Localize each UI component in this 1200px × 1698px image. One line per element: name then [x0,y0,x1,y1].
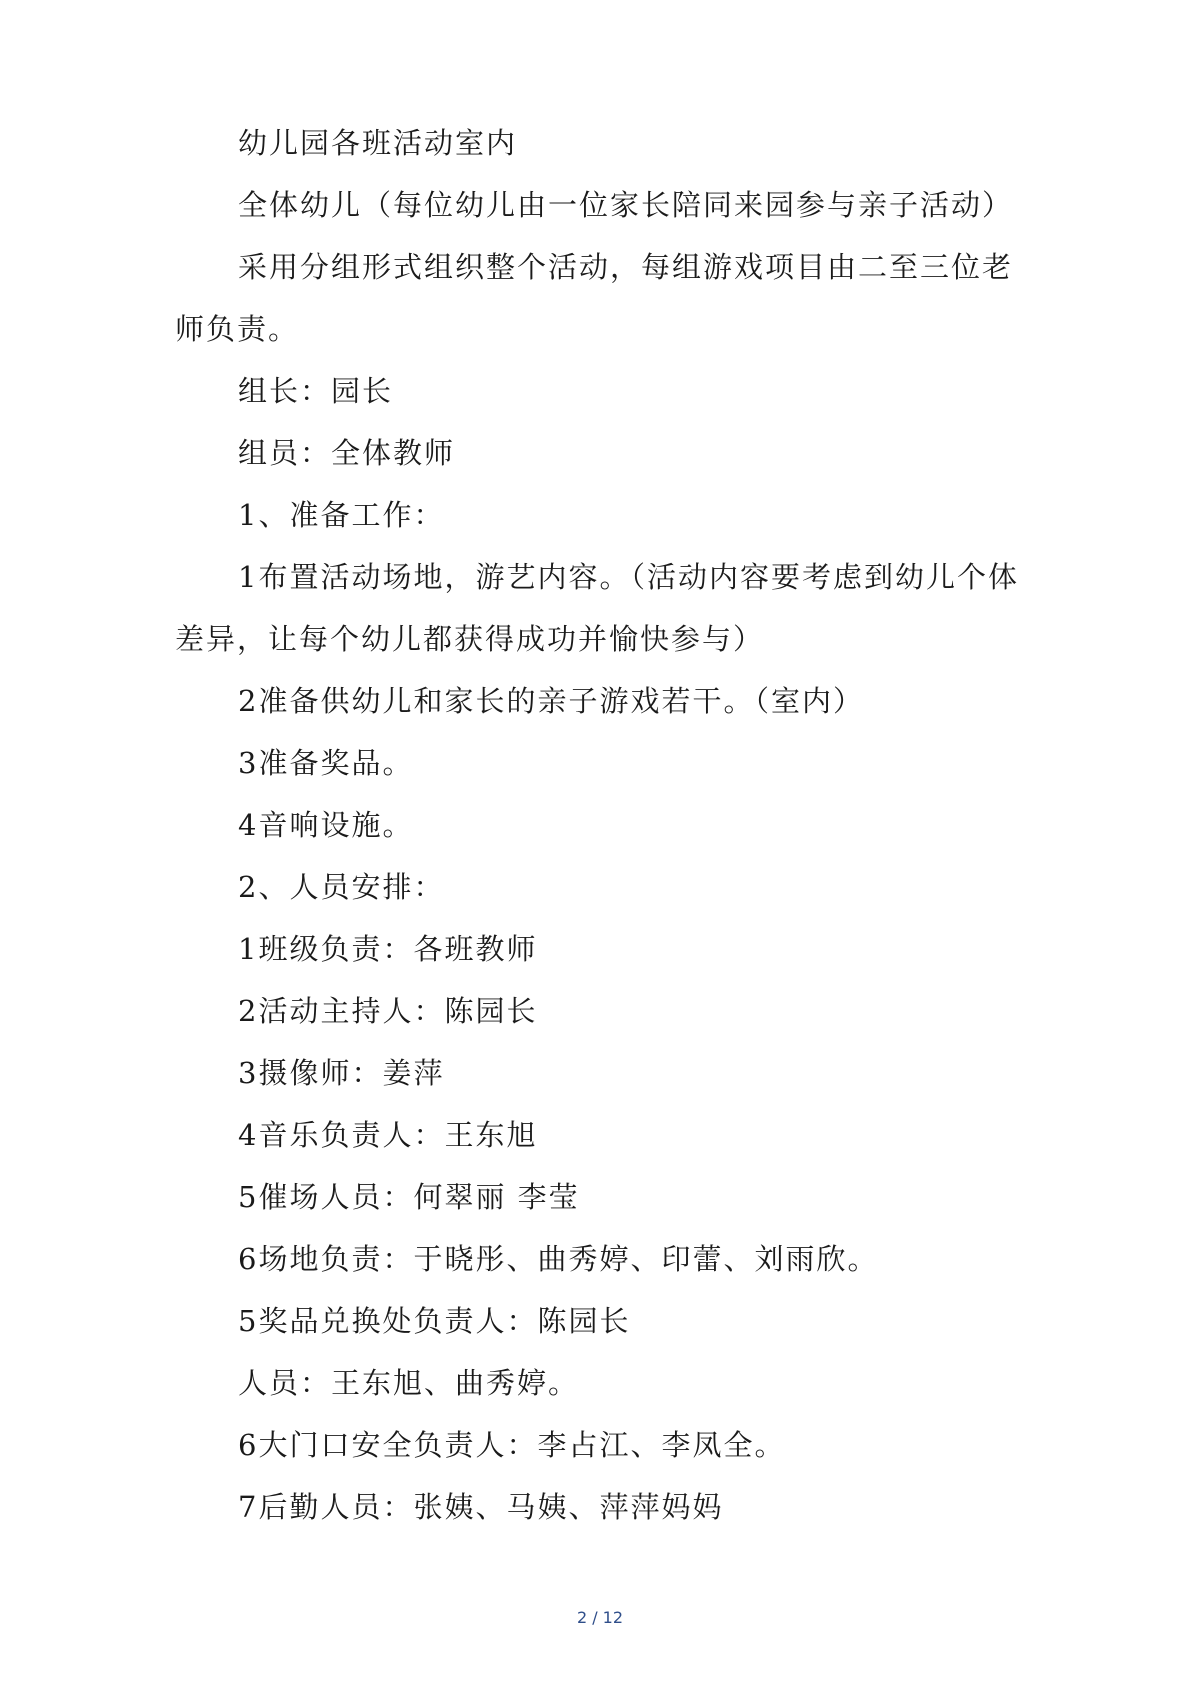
paragraph-participants: 全体幼儿（每位幼儿由一位家长陪同来园参与亲子活动） [238,188,1014,222]
list-item: 4音乐负责人：王东旭 [238,1118,538,1152]
list-item: 7后勤人员：张姨、马姨、萍萍妈妈 [238,1490,724,1524]
heading-staffing: 2、人员安排： [238,870,445,904]
list-item: 6大门口安全负责人：李占江、李凤全。 [238,1428,786,1462]
list-item: 3准备奖品。 [238,746,414,780]
paragraph-format: 采用分组形式组织整个活动，每组游戏项目由二至三位老师负责。 [175,250,1014,346]
paragraph-venue: 幼儿园各班活动室内 [238,126,518,160]
paragraph-group-members: 组员：全体教师 [238,436,456,470]
list-item: 2准备供幼儿和家长的亲子游戏若干。（室内） [238,684,864,718]
list-item: 1班级负责：各班教师 [238,932,538,966]
list-item: 2活动主持人：陈园长 [238,994,538,1028]
list-item: 人员：王东旭、曲秀婷。 [238,1366,580,1400]
list-item: 1布置活动场地，游艺内容。（活动内容要考虑到幼儿个体差异，让每个幼儿都获得成功并愉快参与） [175,560,1019,656]
list-item: 5奖品兑换处负责人：陈园长 [238,1304,631,1338]
page-number: 2 / 12 [576,1608,624,1627]
document-body [175,112,1035,1538]
list-item: 3摄像师：姜萍 [238,1056,445,1090]
list-item: 4音响设施。 [238,808,414,842]
paragraph-group-leader: 组长：园长 [238,374,394,408]
list-item: 6场地负责：于晓彤、曲秀婷、印蕾、刘雨欣。 [238,1242,879,1276]
list-item: 5催场人员：何翠丽 李莹 [238,1180,580,1214]
heading-preparation: 1、准备工作： [238,498,445,532]
